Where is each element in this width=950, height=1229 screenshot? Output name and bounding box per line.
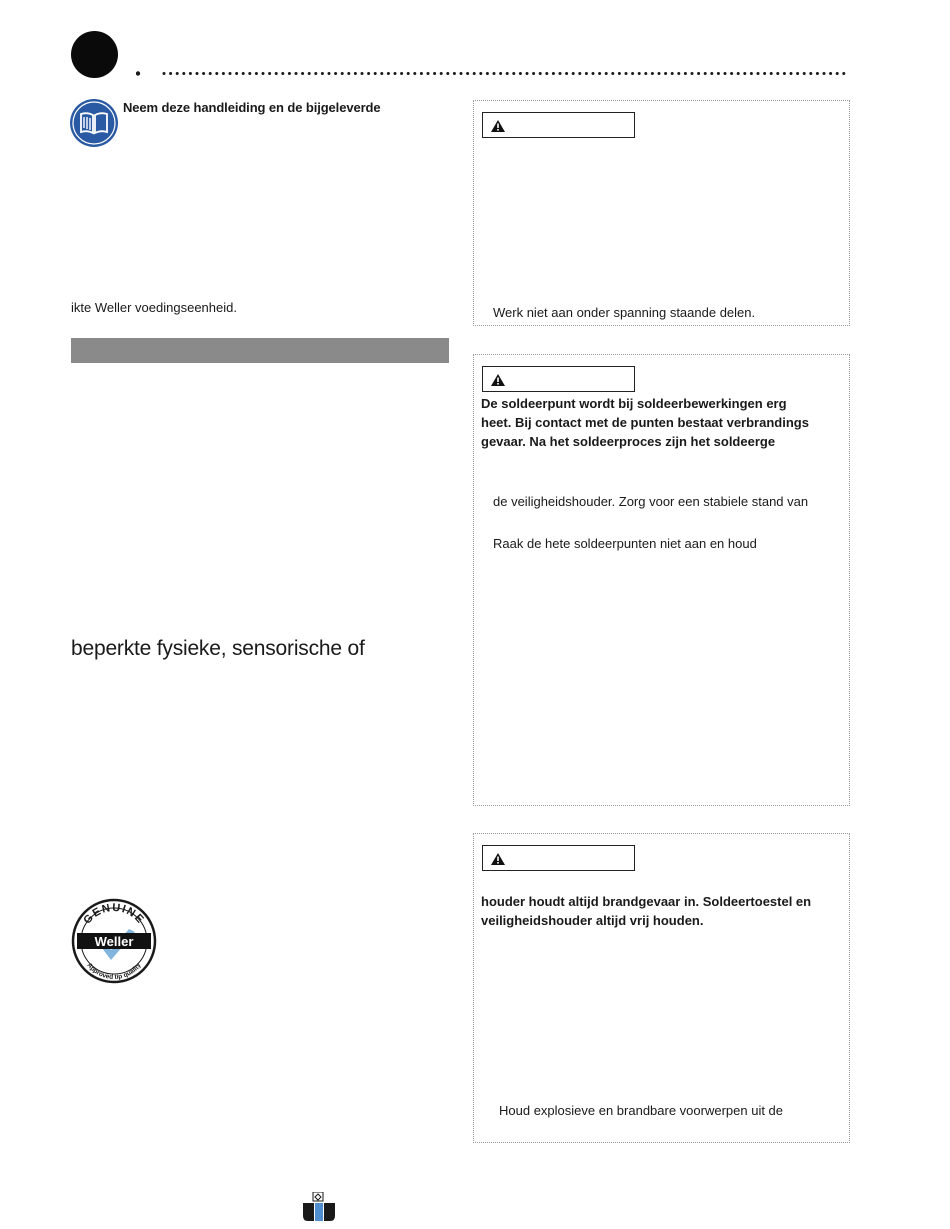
- warning-1-line-1: Werk niet aan onder spanning staande delen.: [493, 305, 756, 320]
- warning-tag-2: [482, 366, 635, 392]
- section-badge: [71, 31, 118, 78]
- warning-2-line-2: Raak de hete soldeerpunten niet aan en houd: [493, 536, 757, 551]
- warning-2-bold-1: De soldeerpunt wordt bij soldeerbewerkingen erg: [481, 396, 787, 411]
- book-icon: [70, 99, 118, 147]
- company-logo-icon: [302, 1192, 337, 1222]
- large-body-text: beperkte fysieke, sensorische of: [71, 637, 365, 660]
- warning-3-line-1: Houd explosieve en brandbare voorwerpen uit de: [499, 1103, 784, 1118]
- dotted-rule: [136, 69, 850, 77]
- warning-box-3: [473, 833, 850, 1143]
- warning-triangle-icon: [491, 374, 505, 386]
- warning-3-bold-2: veiligheidshouder altijd vrij houden.: [481, 913, 704, 928]
- warning-3-bold-1: houder houdt altijd brandgevaar in. Soldeertoestel en: [481, 894, 812, 909]
- seal-bottom-text: Approved tip quality: [85, 961, 143, 982]
- warning-tag-3: [482, 845, 635, 871]
- warning-tag-1: [482, 112, 635, 138]
- power-unit-line: ikte Weller voedingseenheid.: [71, 300, 237, 315]
- seal-top-text: GENUINE: [81, 901, 147, 927]
- warning-2-bold-2: heet. Bij contact met de punten bestaat verbrandings: [481, 415, 809, 430]
- warning-2-line-1: de veiligheidshouder. Zorg voor een stabiele stand van: [493, 494, 809, 509]
- genuine-weller-seal: [71, 896, 157, 985]
- warning-triangle-icon: [491, 853, 505, 865]
- section-heading-bar: [71, 338, 449, 363]
- seal-brand: Weller: [94, 934, 134, 949]
- intro-heading: Neem deze handleiding en de bijgeleverde: [123, 100, 381, 115]
- warning-triangle-icon: [491, 120, 505, 132]
- warning-2-bold-3: gevaar. Na het soldeerproces zijn het soldeerge: [481, 434, 776, 449]
